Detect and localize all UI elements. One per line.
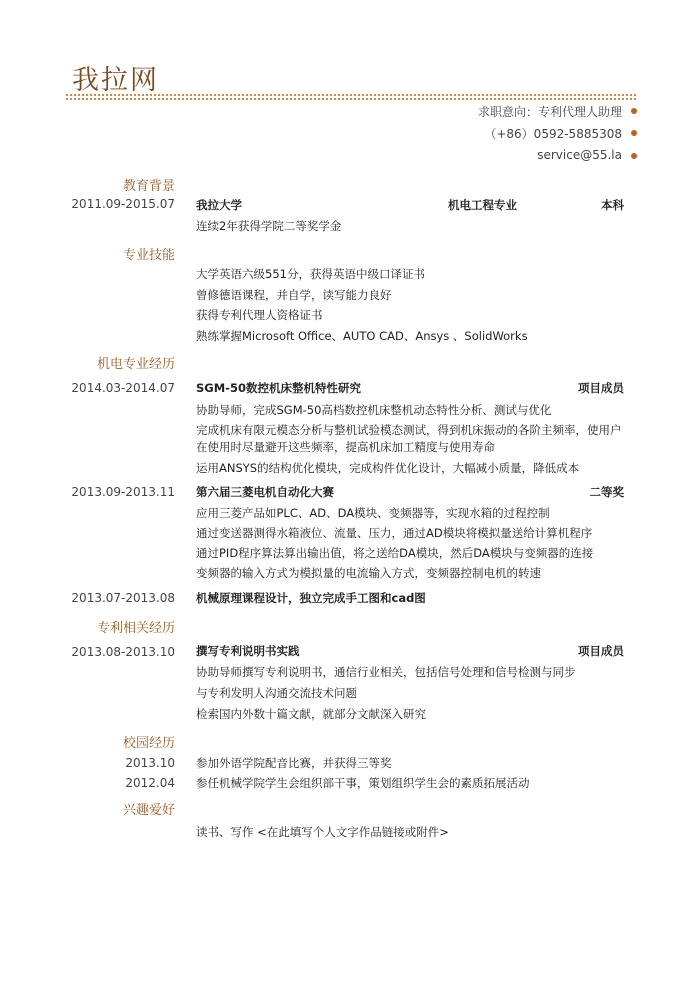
- mech-entry-line: 完成机床有限元模态分析与整机试验模态测试，得到机床振动的各阶主频率，使用户: [196, 423, 622, 437]
- header-divider: [66, 94, 636, 96]
- patent-line: 与专利发明人沟通交流技术问题: [196, 686, 357, 700]
- section-title-campus: 校园经历: [122, 736, 175, 751]
- resume-name: 我拉网: [72, 65, 159, 96]
- job-intention: 求职意向：专利代理人助理: [477, 105, 622, 119]
- section-title-mech: 机电专业经历: [96, 357, 175, 372]
- patent-role: 项目成员: [578, 644, 624, 658]
- mech-entry-line: 通过PID程序算法算出输出值，将之送给DA模块，然后DA模块与变频器的连接: [196, 546, 594, 560]
- patent-line: 检索国内外数十篇文献，就部分文献深入研究: [196, 707, 426, 721]
- mech-entry-date: 2013.07-2013.08: [71, 591, 175, 605]
- phone-number: （+86）0592-5885308: [484, 127, 622, 141]
- mech-entry-role: 项目成员: [578, 381, 624, 395]
- education-detail: 连续2年获得学院二等奖学金: [196, 219, 342, 233]
- campus-date: 2012.04: [125, 776, 175, 790]
- section-title-skills: 专业技能: [122, 248, 175, 263]
- section-title-hobby: 兴趣爱好: [122, 803, 175, 818]
- bullet-icon: [631, 153, 637, 159]
- mech-entry-role: 二等奖: [589, 485, 624, 499]
- bullet-icon: [631, 130, 637, 136]
- section-title-education: 教育背景: [122, 179, 175, 194]
- mech-entry-line: 通过变送器测得水箱液位、流量、压力，通过AD模块将模拟量送给计算机程序: [196, 526, 593, 540]
- email-link[interactable]: service@55.la: [537, 148, 622, 162]
- education-major: 机电工程专业: [448, 198, 517, 212]
- patent-heading: 撰写专利说明书实践: [196, 644, 300, 658]
- patent-date: 2013.08-2013.10: [71, 645, 175, 659]
- skill-item: 熟练掌握Microsoft Office、AUTO CAD、Ansys 、SolidWorks: [196, 329, 528, 343]
- mech-entry-line: 变频器的输入方式为模拟量的电流输入方式，变频器控制电机的转速: [196, 566, 541, 580]
- mech-entry-line: 协助导师，完成SGM-50高档数控机床整机动态特性分析、测试与优化: [196, 403, 552, 417]
- education-degree: 本科: [601, 198, 624, 212]
- mech-entry-line: 在使用时尽量避开这些频率，提高机床加工精度与使用寿命: [196, 440, 495, 454]
- mech-entry-date: 2014.03-2014.07: [71, 381, 175, 395]
- mech-entry-heading: 第六届三菱电机自动化大赛: [196, 485, 334, 499]
- patent-line: 协助导师撰写专利说明书，通信行业相关，包括信号处理和信号检测与同步: [196, 665, 576, 679]
- skill-item: 获得专利代理人资格证书: [196, 308, 323, 322]
- campus-date: 2013.10: [125, 756, 175, 770]
- hobby-text: 读书、写作 <在此填写个人文字作品链接或附件>: [196, 825, 449, 839]
- campus-item: 参任机械学院学生会组织部干事，策划组织学生会的素质拓展活动: [196, 776, 530, 790]
- mech-entry-line: 运用ANSYS的结构优化模块，完成构件优化设计，大幅减小质量，降低成本: [196, 461, 580, 475]
- education-school: 我拉大学: [196, 198, 242, 212]
- section-title-patent: 专利相关经历: [96, 621, 175, 636]
- bullet-icon: [631, 108, 637, 114]
- mech-entry-line: 应用三菱产品如PLC、AD、DA模块、变频器等，实现水箱的过程控制: [196, 506, 550, 520]
- mech-entry-date: 2013.09-2013.11: [71, 485, 175, 499]
- mech-entry-heading: 机械原理课程设计，独立完成手工图和cad图: [196, 591, 426, 605]
- campus-item: 参加外语学院配音比赛，并获得三等奖: [196, 756, 392, 770]
- mech-entry-heading: SGM-50数控机床整机特性研究: [196, 381, 361, 395]
- skill-item: 大学英语六级551分，获得英语中级口译证书: [196, 267, 425, 281]
- header-divider-2: [66, 98, 636, 100]
- education-date: 2011.09-2015.07: [71, 197, 175, 211]
- skill-item: 曾修德语课程，并自学，读写能力良好: [196, 288, 392, 302]
